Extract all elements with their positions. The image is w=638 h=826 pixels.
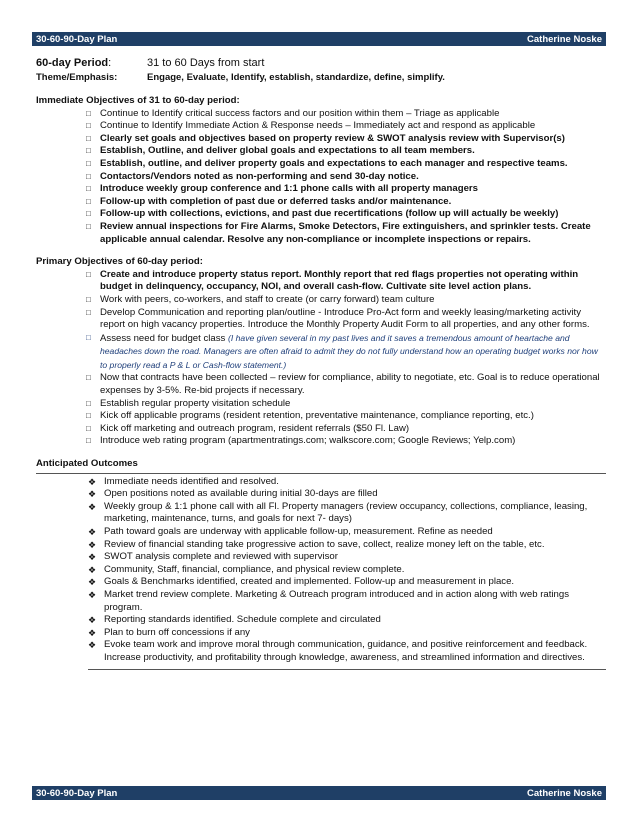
list-item: ❖ Goals & Benchmarks identified, created and implemented. Follow-up and measurement in place. xyxy=(88,576,515,588)
theme-row xyxy=(36,71,606,85)
period-row xyxy=(36,56,606,71)
list-item: □ Introduce web rating program (apartmentratings.com; walkscore.com; Google Reviews; Yelp.com) xyxy=(86,435,516,447)
checkbox-icon: □ xyxy=(86,196,91,206)
immediate-objectives-list xyxy=(36,108,606,247)
list-item: □ Contactors/Vendors noted as non-performing and send 30-day notice. xyxy=(86,170,419,182)
list-item: □ Introduce weekly group conference and 1:1 phone calls with all property managers xyxy=(86,183,478,195)
checkbox-icon: □ xyxy=(86,411,91,421)
diamond-bullet-icon: ❖ xyxy=(88,489,97,500)
list-item: □ Establish, outline, and deliver property goals and expectations to each manager and respective teams. xyxy=(86,157,568,169)
diamond-bullet-icon: ❖ xyxy=(88,589,97,600)
theme-value: Engage, Evaluate, Identify, establish, standardize, define, simplify. xyxy=(147,72,445,83)
list-item: □ Develop Communication and reporting plan/outline - Introduce Pro-Act form and weekly leasing/marketing activity report on high vacancy properties. Introduce the Monthly Property Audit Form to all properties, and any other forms. xyxy=(86,306,590,331)
checkbox-icon: □ xyxy=(86,269,91,279)
header-author: Catherine Noske xyxy=(527,33,602,45)
list-item: ❖ Community, Staff, financial, compliance, and physical review complete. xyxy=(88,563,405,575)
list-item: ❖ Plan to burn off concessions if any xyxy=(88,626,250,638)
checkbox-icon: □ xyxy=(86,398,91,408)
diamond-bullet-icon: ❖ xyxy=(88,564,97,575)
list-item: □ Kick off marketing and outreach program, resident referrals ($50 Fl. Law) xyxy=(86,422,410,434)
diamond-bullet-icon: ❖ xyxy=(88,527,97,537)
diamond-bullet-icon: ❖ xyxy=(88,627,97,638)
immediate-objectives-title: Immediate Objectives of 31 to 60-day period: xyxy=(36,95,240,106)
list-item: □ Establish, Outline, and deliver global goals and expectations to all team members. xyxy=(86,145,475,157)
budget-class-note: (I have given several in my past lives and it saves a tremendous amount of heartache and headaches down the road. Managers are often afraid to admit they do not fully understand how an operating budget works nor how to properly read a P & L or Cash-flow statement.) xyxy=(100,332,598,370)
checkbox-icon: □ xyxy=(86,171,91,181)
diamond-bullet-icon: ❖ xyxy=(88,539,97,550)
list-item: ❖ Open positions noted as available during initial 30-days are filled xyxy=(88,488,378,500)
list-item: □ Clearly set goals and objectives based on property review & SWOT analysis review with Supervisor(s) xyxy=(86,132,565,144)
section-divider xyxy=(88,669,606,670)
checkbox-icon: □ xyxy=(86,146,91,156)
checkbox-icon: □ xyxy=(86,307,91,317)
checkbox-icon: □ xyxy=(86,423,91,433)
diamond-bullet-icon: ❖ xyxy=(88,552,97,563)
primary-objectives-title: Primary Objectives of 60-day period: xyxy=(36,256,203,268)
checkbox-icon: □ xyxy=(86,221,91,231)
header-title: 30-60-90-Day Plan xyxy=(36,33,118,45)
footer-title: 30-60-90-Day Plan xyxy=(36,787,118,799)
checkbox-icon: □ xyxy=(86,108,91,118)
list-item: □ Establish regular property visitation schedule xyxy=(86,397,291,409)
period-label: 60-day Period xyxy=(36,57,109,69)
list-item: ❖ Weekly group & 1:1 phone call with all Fl. Property managers (review occupancy, collections, compliance, leasing, marketing, maintenance, turns, and goals for next 7- days) xyxy=(88,500,588,525)
list-item: ❖ Evoke team work and improve moral through communication, guidance, and positive reinforcement and feedback. Increase productivity, and profitability through knowledge, awareness, and streamlined information and directives. xyxy=(88,639,588,663)
diamond-bullet-icon: ❖ xyxy=(88,640,97,651)
list-item: ❖ Market trend review complete. Marketing & Outreach program introduced and in action along with web ratings program. xyxy=(88,588,569,613)
list-item: □ Continue to Identify critical success factors and our position within them – Triage as applicable xyxy=(86,107,500,119)
list-item: □ Now that contracts have been collected – review for compliance, ability to negotiate, etc. Goal is to reduce operational expenses by 3-5%. Re-bid projects if necessary. xyxy=(86,372,600,397)
period-colon: : xyxy=(108,57,112,69)
diamond-bullet-icon: ❖ xyxy=(88,577,97,588)
checkbox-icon: □ xyxy=(86,209,91,219)
list-item: □ Review annual inspections for Fire Alarms, Smoke Detectors, Fire extinguishers, and sprinkler tests. Create applicable annual calendar. Resolve any non-compliance or incomplete inspections or repairs. xyxy=(86,220,591,245)
footer-author: Catherine Noske xyxy=(527,787,602,799)
list-item: ❖ Reporting standards identified. Schedule complete and circulated xyxy=(88,614,381,626)
list-item xyxy=(86,332,606,373)
list-item: ❖ Path toward goals are underway with applicable follow-up, measurement. Refine as needed xyxy=(88,526,493,537)
list-item: ❖ SWOT analysis complete and reviewed with supervisor xyxy=(88,551,338,563)
period-value: 31 to 60 Days from start xyxy=(147,57,265,69)
checkbox-icon: □ xyxy=(86,184,91,194)
anticipated-outcomes-list xyxy=(36,476,606,665)
checkbox-icon: □ xyxy=(86,373,91,383)
anticipated-outcomes-title: Anticipated Outcomes xyxy=(36,458,606,474)
list-item: □ Continue to Identify Immediate Action & Response needs – Immediately act and respond as applicable xyxy=(86,120,536,132)
checkbox-icon: □ xyxy=(86,332,91,342)
budget-class-text: Assess need for budget class xyxy=(100,332,226,344)
checkbox-icon: □ xyxy=(86,294,91,304)
document-body xyxy=(36,56,606,670)
diamond-bullet-icon: ❖ xyxy=(88,615,97,626)
theme-label: Theme/Emphasis: xyxy=(36,72,118,83)
list-item: □ Work with peers, co-workers, and staff to create (or carry forward) team culture xyxy=(86,293,435,305)
checkbox-icon: □ xyxy=(86,133,91,143)
diamond-bullet-icon: ❖ xyxy=(88,476,97,487)
footer-bar xyxy=(32,786,606,800)
checkbox-icon: □ xyxy=(86,121,91,131)
diamond-bullet-icon: ❖ xyxy=(88,501,97,512)
checkbox-icon: □ xyxy=(86,436,91,446)
list-item: □ Follow-up with completion of past due or deferred tasks and/or maintenance. xyxy=(86,195,452,207)
list-item: ❖ Review of financial standing take progressive action to save, collect, realize money left on the table, etc. xyxy=(88,538,545,550)
list-item: □ Kick off applicable programs (resident retention, preventative maintenance, compliance reporting, etc.) xyxy=(86,410,534,422)
header-bar xyxy=(32,32,606,46)
checkbox-icon: □ xyxy=(86,158,91,168)
list-item: □ Create and introduce property status report. Monthly report that red flags properties not operating within budget in delinquency, occupancy, NOI, and overall cash-flow. Cultivate site level action plans. xyxy=(86,268,579,293)
primary-objectives-list xyxy=(36,269,606,448)
list-item: ❖ Immediate needs identified and resolved. xyxy=(88,475,279,487)
list-item: □ Follow-up with collections, evictions, and past due recertifications (follow up will actually be weekly) xyxy=(86,208,559,220)
